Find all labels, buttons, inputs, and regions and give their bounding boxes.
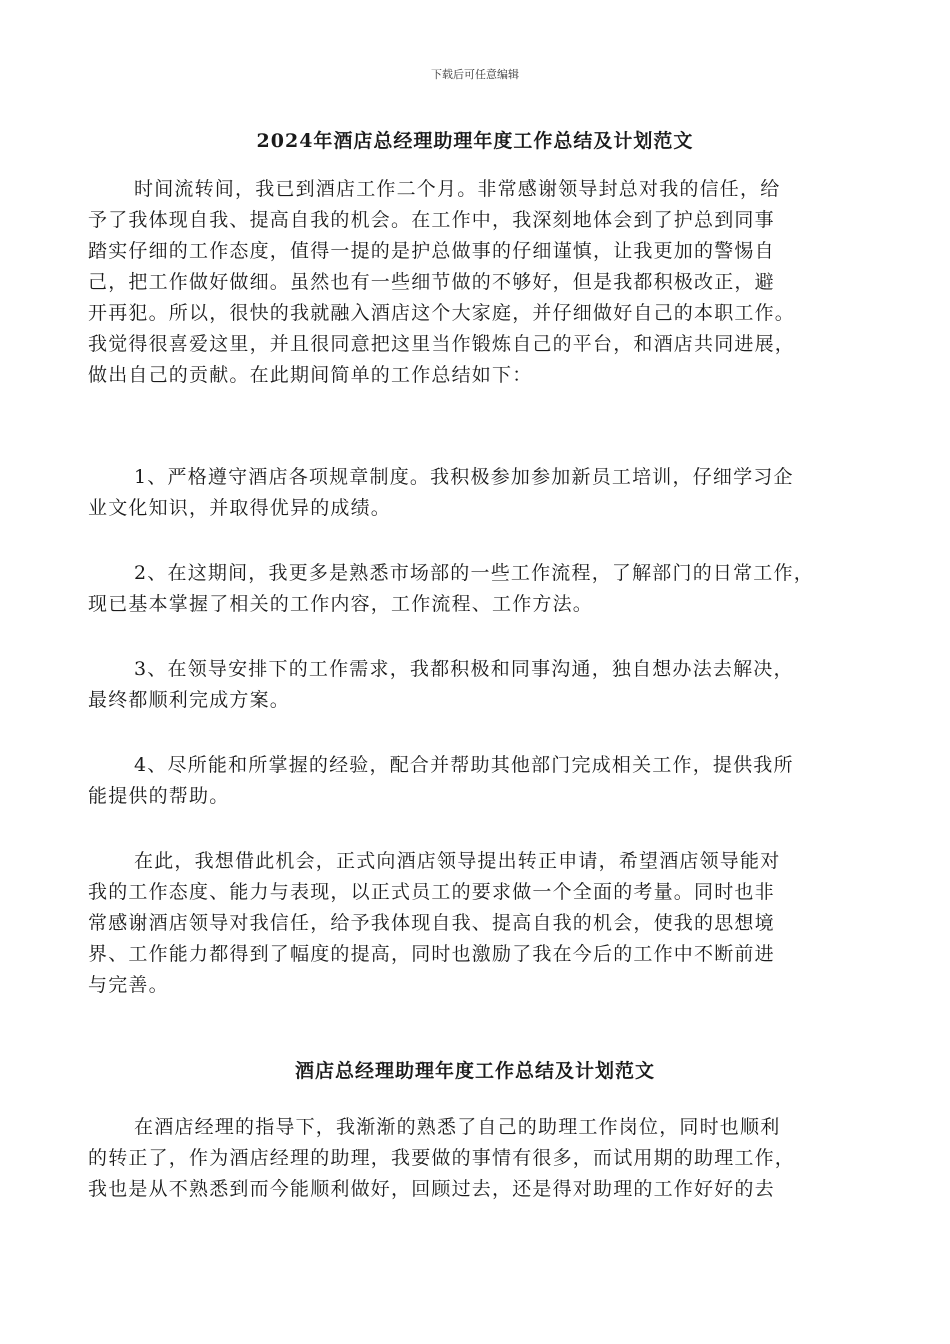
paragraph-line: 业文化知识，并取得优异的成绩。 <box>88 497 392 519</box>
paragraph-line: 在酒店经理的指导下，我渐渐的熟悉了自己的助理工作岗位，同时也顺利 <box>134 1116 781 1138</box>
paragraph-line: 时间流转间，我已到酒店工作二个月。非常感谢领导封总对我的信任，给 <box>134 178 781 200</box>
paragraph-line: 做出自己的贡献。在此期间简单的工作总结如下： <box>88 364 533 386</box>
paragraph-line: 常感谢酒店领导对我信任，给予我体现自我、提高自我的机会，使我的思想境 <box>88 912 775 934</box>
paragraph-line: 己，把工作做好做细。虽然也有一些细节做的不够好，但是我都积极改正，避 <box>88 271 775 293</box>
list-item-1 <box>88 462 862 524</box>
intro-paragraph <box>88 174 862 391</box>
section-title: 酒店总经理助理年度工作总结及计划范文 <box>294 1060 655 1082</box>
paragraph-line: 我的工作态度、能力与表现，以正式员工的要求做一个全面的考量。同时也非 <box>88 881 775 903</box>
list-item-4 <box>88 750 862 812</box>
paragraph-line: 1、严格遵守酒店各项规章制度。我积极参加参加新员工培训，仔细学习企 <box>134 466 794 488</box>
paragraph-line: 现已基本掌握了相关的工作内容，工作流程、工作方法。 <box>88 593 594 615</box>
document-title: 2024年酒店总经理助理年度工作总结及计划范文 <box>256 130 694 152</box>
paragraph-line: 我也是从不熟悉到而今能顺利做好，回顾过去，还是得对助理的工作好好的去 <box>88 1178 775 1200</box>
paragraph-line: 与完善。 <box>88 974 169 996</box>
section2-paragraph <box>88 1112 862 1205</box>
list-item-2 <box>88 558 862 620</box>
paragraph-line: 的转正了，作为酒店经理的助理，我要做的事情有很多，而试用期的助理工作， <box>88 1147 796 1169</box>
closing-paragraph <box>88 846 862 1001</box>
paragraph-line: 予了我体现自我、提高自我的机会。在工作中，我深刻地体会到了护总到同事 <box>88 209 775 231</box>
paragraph-line: 开再犯。所以，很快的我就融入酒店这个大家庭，并仔细做好自己的本职工作。 <box>88 302 796 324</box>
paragraph-line: 4、尽所能和所掌握的经验，配合并帮助其他部门完成相关工作，提供我所 <box>134 754 794 776</box>
paragraph-line: 踏实仔细的工作态度，值得一提的是护总做事的仔细谨慎，让我更加的警惕自 <box>88 240 775 262</box>
paragraph-line: 能提供的帮助。 <box>88 785 230 807</box>
paragraph-line: 界、工作能力都得到了幅度的提高，同时也激励了我在今后的工作中不断前进 <box>88 943 775 965</box>
paragraph-line: 我觉得很喜爱这里，并且很同意把这里当作锻炼自己的平台，和酒店共同进展， <box>88 333 796 355</box>
paragraph-line: 3、在领导安排下的工作需求，我都积极和同事沟通，独自想办法去解决， <box>134 658 794 680</box>
list-item-3 <box>88 654 862 716</box>
paragraph-line: 2、在这期间，我更多是熟悉市场部的一些工作流程，了解部门的日常工作， <box>134 562 814 584</box>
paragraph-line: 最终都顺利完成方案。 <box>88 689 291 711</box>
paragraph-line: 在此，我想借此机会，正式向酒店领导提出转正申请，希望酒店领导能对 <box>134 850 781 872</box>
header-note: 下载后可任意编辑 <box>431 68 519 81</box>
